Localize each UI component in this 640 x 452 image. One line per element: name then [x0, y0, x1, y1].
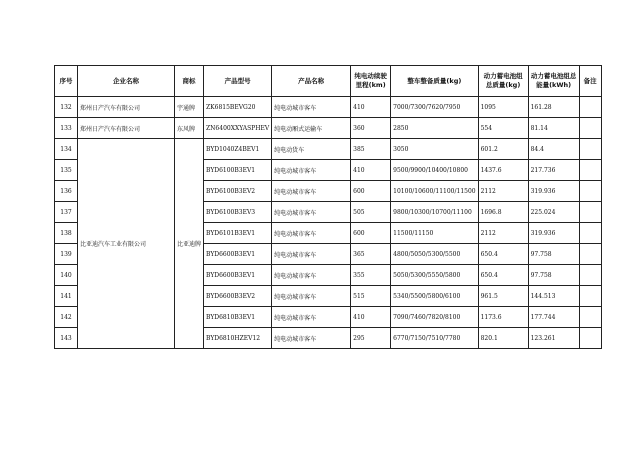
cell-remark [579, 202, 601, 223]
table-row [55, 118, 602, 139]
cell-battery-energy: 97.758 [528, 265, 579, 286]
cell-seq: 138 [55, 223, 78, 244]
cell-product-name: 纯电动城市客车 [272, 286, 351, 307]
cell-battery-mass: 601.2 [478, 139, 528, 160]
cell-seq: 140 [55, 265, 78, 286]
cell-range: 410 [351, 97, 391, 118]
cell-product-name: 纯电动城市客车 [272, 97, 351, 118]
cell-product-name: 纯电动城市客车 [272, 244, 351, 265]
cell-model: BYD6100B3EV3 [204, 202, 272, 223]
table-row [55, 139, 602, 160]
cell-battery-energy: 84.4 [528, 139, 579, 160]
cell-remark [579, 307, 601, 328]
cell-product-name: 纯电动城市客车 [272, 181, 351, 202]
cell-mass: 3050 [391, 139, 478, 160]
cell-battery-mass: 2112 [478, 181, 528, 202]
cell-company: 郑州日产汽车有限公司 [78, 118, 175, 139]
cell-mass: 4800/5050/5300/5500 [391, 244, 478, 265]
cell-battery-mass: 1437.6 [478, 160, 528, 181]
cell-mass: 5050/5300/5550/5800 [391, 265, 478, 286]
cell-range: 385 [351, 139, 391, 160]
cell-brand-merged: 比亚迪牌 [175, 139, 204, 349]
table-body [55, 97, 602, 349]
cell-product-name: 纯电动城市客车 [272, 202, 351, 223]
cell-product-name: 纯电动城市客车 [272, 328, 351, 349]
cell-model: BYD6100B3EV2 [204, 181, 272, 202]
cell-seq: 143 [55, 328, 78, 349]
cell-battery-mass: 1696.8 [478, 202, 528, 223]
cell-mass: 10100/10600/11100/11500 [391, 181, 478, 202]
header-remark: 备注 [579, 66, 601, 97]
cell-battery-energy: 81.14 [528, 118, 579, 139]
cell-battery-mass: 650.4 [478, 244, 528, 265]
cell-battery-mass: 961.5 [478, 286, 528, 307]
cell-range: 295 [351, 328, 391, 349]
cell-seq: 136 [55, 181, 78, 202]
cell-seq: 142 [55, 307, 78, 328]
cell-model: BYD6100B3EV1 [204, 160, 272, 181]
cell-mass: 6770/7150/7510/7780 [391, 328, 478, 349]
cell-model: BYD6600B3EV2 [204, 286, 272, 307]
cell-model: ZN6400XXYASPHEV [204, 118, 272, 139]
cell-remark [579, 244, 601, 265]
cell-range: 410 [351, 160, 391, 181]
cell-battery-energy: 177.744 [528, 307, 579, 328]
header-brand: 商标 [175, 66, 204, 97]
cell-brand: 宇通牌 [175, 97, 204, 118]
cell-range: 360 [351, 118, 391, 139]
cell-mass: 7000/7300/7620/7950 [391, 97, 478, 118]
cell-battery-mass: 554 [478, 118, 528, 139]
cell-range: 365 [351, 244, 391, 265]
cell-range: 600 [351, 223, 391, 244]
cell-model: BYD6101B3EV1 [204, 223, 272, 244]
cell-model: BYD6600B3EV1 [204, 244, 272, 265]
cell-product-name: 纯电动货车 [272, 139, 351, 160]
cell-product-name: 纯电动城市客车 [272, 307, 351, 328]
cell-battery-energy: 123.261 [528, 328, 579, 349]
cell-seq: 135 [55, 160, 78, 181]
cell-product-name: 纯电动城市客车 [272, 265, 351, 286]
cell-battery-energy: 225.024 [528, 202, 579, 223]
cell-range: 410 [351, 307, 391, 328]
cell-remark [579, 328, 601, 349]
cell-mass: 9800/10300/10700/11100 [391, 202, 478, 223]
cell-remark [579, 181, 601, 202]
cell-remark [579, 223, 601, 244]
cell-brand: 东风牌 [175, 118, 204, 139]
cell-product-name: 纯电动厢式运输车 [272, 118, 351, 139]
cell-seq: 134 [55, 139, 78, 160]
cell-mass: 5340/5500/5800/6100 [391, 286, 478, 307]
vehicle-catalog-table [54, 65, 602, 349]
cell-model: BYD6810HZEV12 [204, 328, 272, 349]
cell-model: ZK6815BEVG20 [204, 97, 272, 118]
cell-remark [579, 139, 601, 160]
table-row [55, 97, 602, 118]
cell-remark [579, 118, 601, 139]
cell-range: 505 [351, 202, 391, 223]
cell-battery-energy: 319.936 [528, 181, 579, 202]
cell-model: BYD6810B3EV1 [204, 307, 272, 328]
cell-company-merged: 比亚迪汽车工业有限公司 [78, 139, 175, 349]
cell-product-name: 纯电动城市客车 [272, 160, 351, 181]
header-company: 企业名称 [78, 66, 175, 97]
header-battery-energy: 动力蓄电池组总能量(kWh) [528, 66, 579, 97]
cell-range: 355 [351, 265, 391, 286]
table-header-row [55, 66, 602, 97]
cell-battery-mass: 650.4 [478, 265, 528, 286]
cell-seq: 141 [55, 286, 78, 307]
header-product-name: 产品名称 [272, 66, 351, 97]
cell-model: BYD6600B3EV1 [204, 265, 272, 286]
cell-seq: 137 [55, 202, 78, 223]
cell-battery-mass: 1095 [478, 97, 528, 118]
header-seq: 序号 [55, 66, 78, 97]
cell-seq: 139 [55, 244, 78, 265]
header-model: 产品型号 [204, 66, 272, 97]
cell-battery-energy: 97.758 [528, 244, 579, 265]
cell-range: 600 [351, 181, 391, 202]
header-battery-mass: 动力蓄电池组总质量(kg) [478, 66, 528, 97]
cell-remark [579, 265, 601, 286]
cell-company: 郑州日产汽车有限公司 [78, 97, 175, 118]
cell-seq: 133 [55, 118, 78, 139]
cell-remark [579, 160, 601, 181]
cell-battery-mass: 820.1 [478, 328, 528, 349]
header-range: 纯电动续驶里程(km) [351, 66, 391, 97]
cell-battery-mass: 1173.6 [478, 307, 528, 328]
cell-battery-energy: 217.736 [528, 160, 579, 181]
header-mass: 整车整备质量(kg) [391, 66, 478, 97]
cell-remark [579, 286, 601, 307]
cell-battery-energy: 144.513 [528, 286, 579, 307]
cell-mass: 2850 [391, 118, 478, 139]
cell-remark [579, 97, 601, 118]
cell-mass: 7090/7460/7820/8100 [391, 307, 478, 328]
cell-battery-energy: 161.28 [528, 97, 579, 118]
cell-range: 515 [351, 286, 391, 307]
cell-battery-mass: 2112 [478, 223, 528, 244]
cell-product-name: 纯电动城市客车 [272, 223, 351, 244]
cell-mass: 9500/9900/10400/10800 [391, 160, 478, 181]
cell-battery-energy: 319.936 [528, 223, 579, 244]
cell-mass: 11500/11150 [391, 223, 478, 244]
cell-model: BYD1040Z4BEV1 [204, 139, 272, 160]
cell-seq: 132 [55, 97, 78, 118]
